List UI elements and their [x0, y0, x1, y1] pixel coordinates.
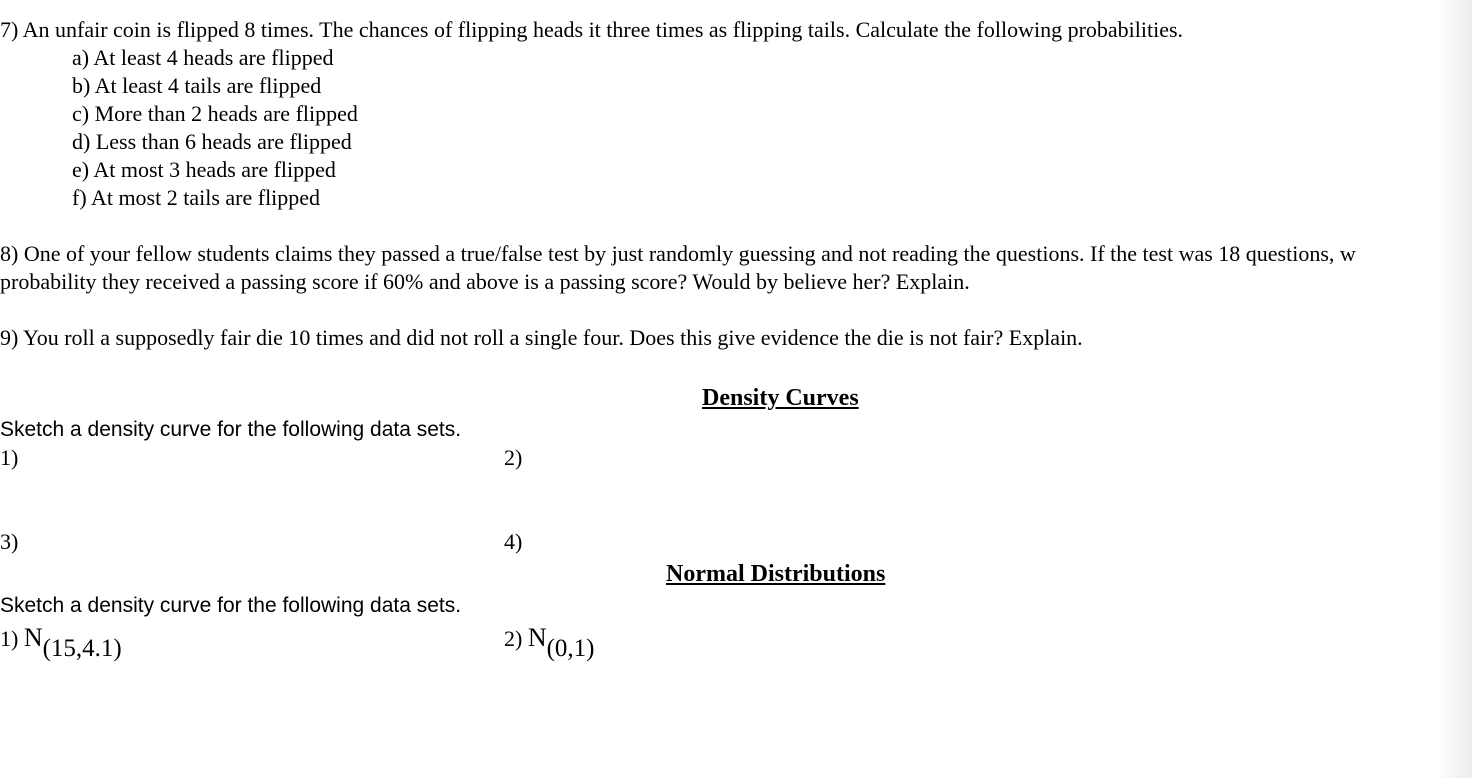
normal-item-1 [0, 623, 122, 662]
density-instruction: Sketch a density curve for the following data sets. [0, 418, 462, 441]
q7-part-f: f) At most 2 tails are flipped [72, 185, 321, 210]
normal-item-2-params: (0,1) [546, 635, 595, 662]
q7-part-d: d) Less than 6 heads are flipped [72, 129, 352, 154]
density-item-3: 3) [0, 529, 19, 554]
normal-item-2-label: 2) [504, 626, 528, 651]
normal-distributions-heading: Normal Distributions [666, 561, 886, 587]
q8-line2: probability they received a passing score if 60% and above is a passing score? Would by believe her? Explain. [0, 269, 970, 294]
density-item-2: 2) [504, 445, 523, 470]
q9-text: 9) You roll a supposedly fair die 10 times and did not roll a single four. Does this give evidence the die is not fair? Explain. [0, 325, 1083, 350]
normal-item-2 [504, 623, 595, 662]
q7-part-e: e) At most 3 heads are flipped [72, 157, 336, 182]
q7-part-a: a) At least 4 heads are flipped [72, 45, 334, 70]
density-item-1: 1) [0, 445, 19, 470]
normal-item-1-label: 1) [0, 626, 24, 651]
q7-part-c: c) More than 2 heads are flipped [72, 101, 358, 126]
q7-stem: 7) An unfair coin is flipped 8 times. The chances of flipping heads it three times as flipping tails. Calculate the following probabilities. [0, 17, 1184, 42]
normal-item-1-params: (15,4.1) [42, 635, 122, 662]
normal-item-1-letter: N [23, 623, 43, 652]
page-edge-shadow [1436, 0, 1472, 778]
density-curves-heading: Density Curves [702, 385, 859, 411]
normal-instruction: Sketch a density curve for the following data sets. [0, 594, 462, 617]
q7-part-b: b) At least 4 tails are flipped [72, 73, 322, 98]
q8-line1: 8) One of your fellow students claims they passed a true/false test by just randomly guessing and not reading the questions. If the test was 18 questions, w [0, 241, 1356, 266]
normal-item-2-letter: N [527, 623, 547, 652]
density-item-4: 4) [504, 529, 523, 554]
